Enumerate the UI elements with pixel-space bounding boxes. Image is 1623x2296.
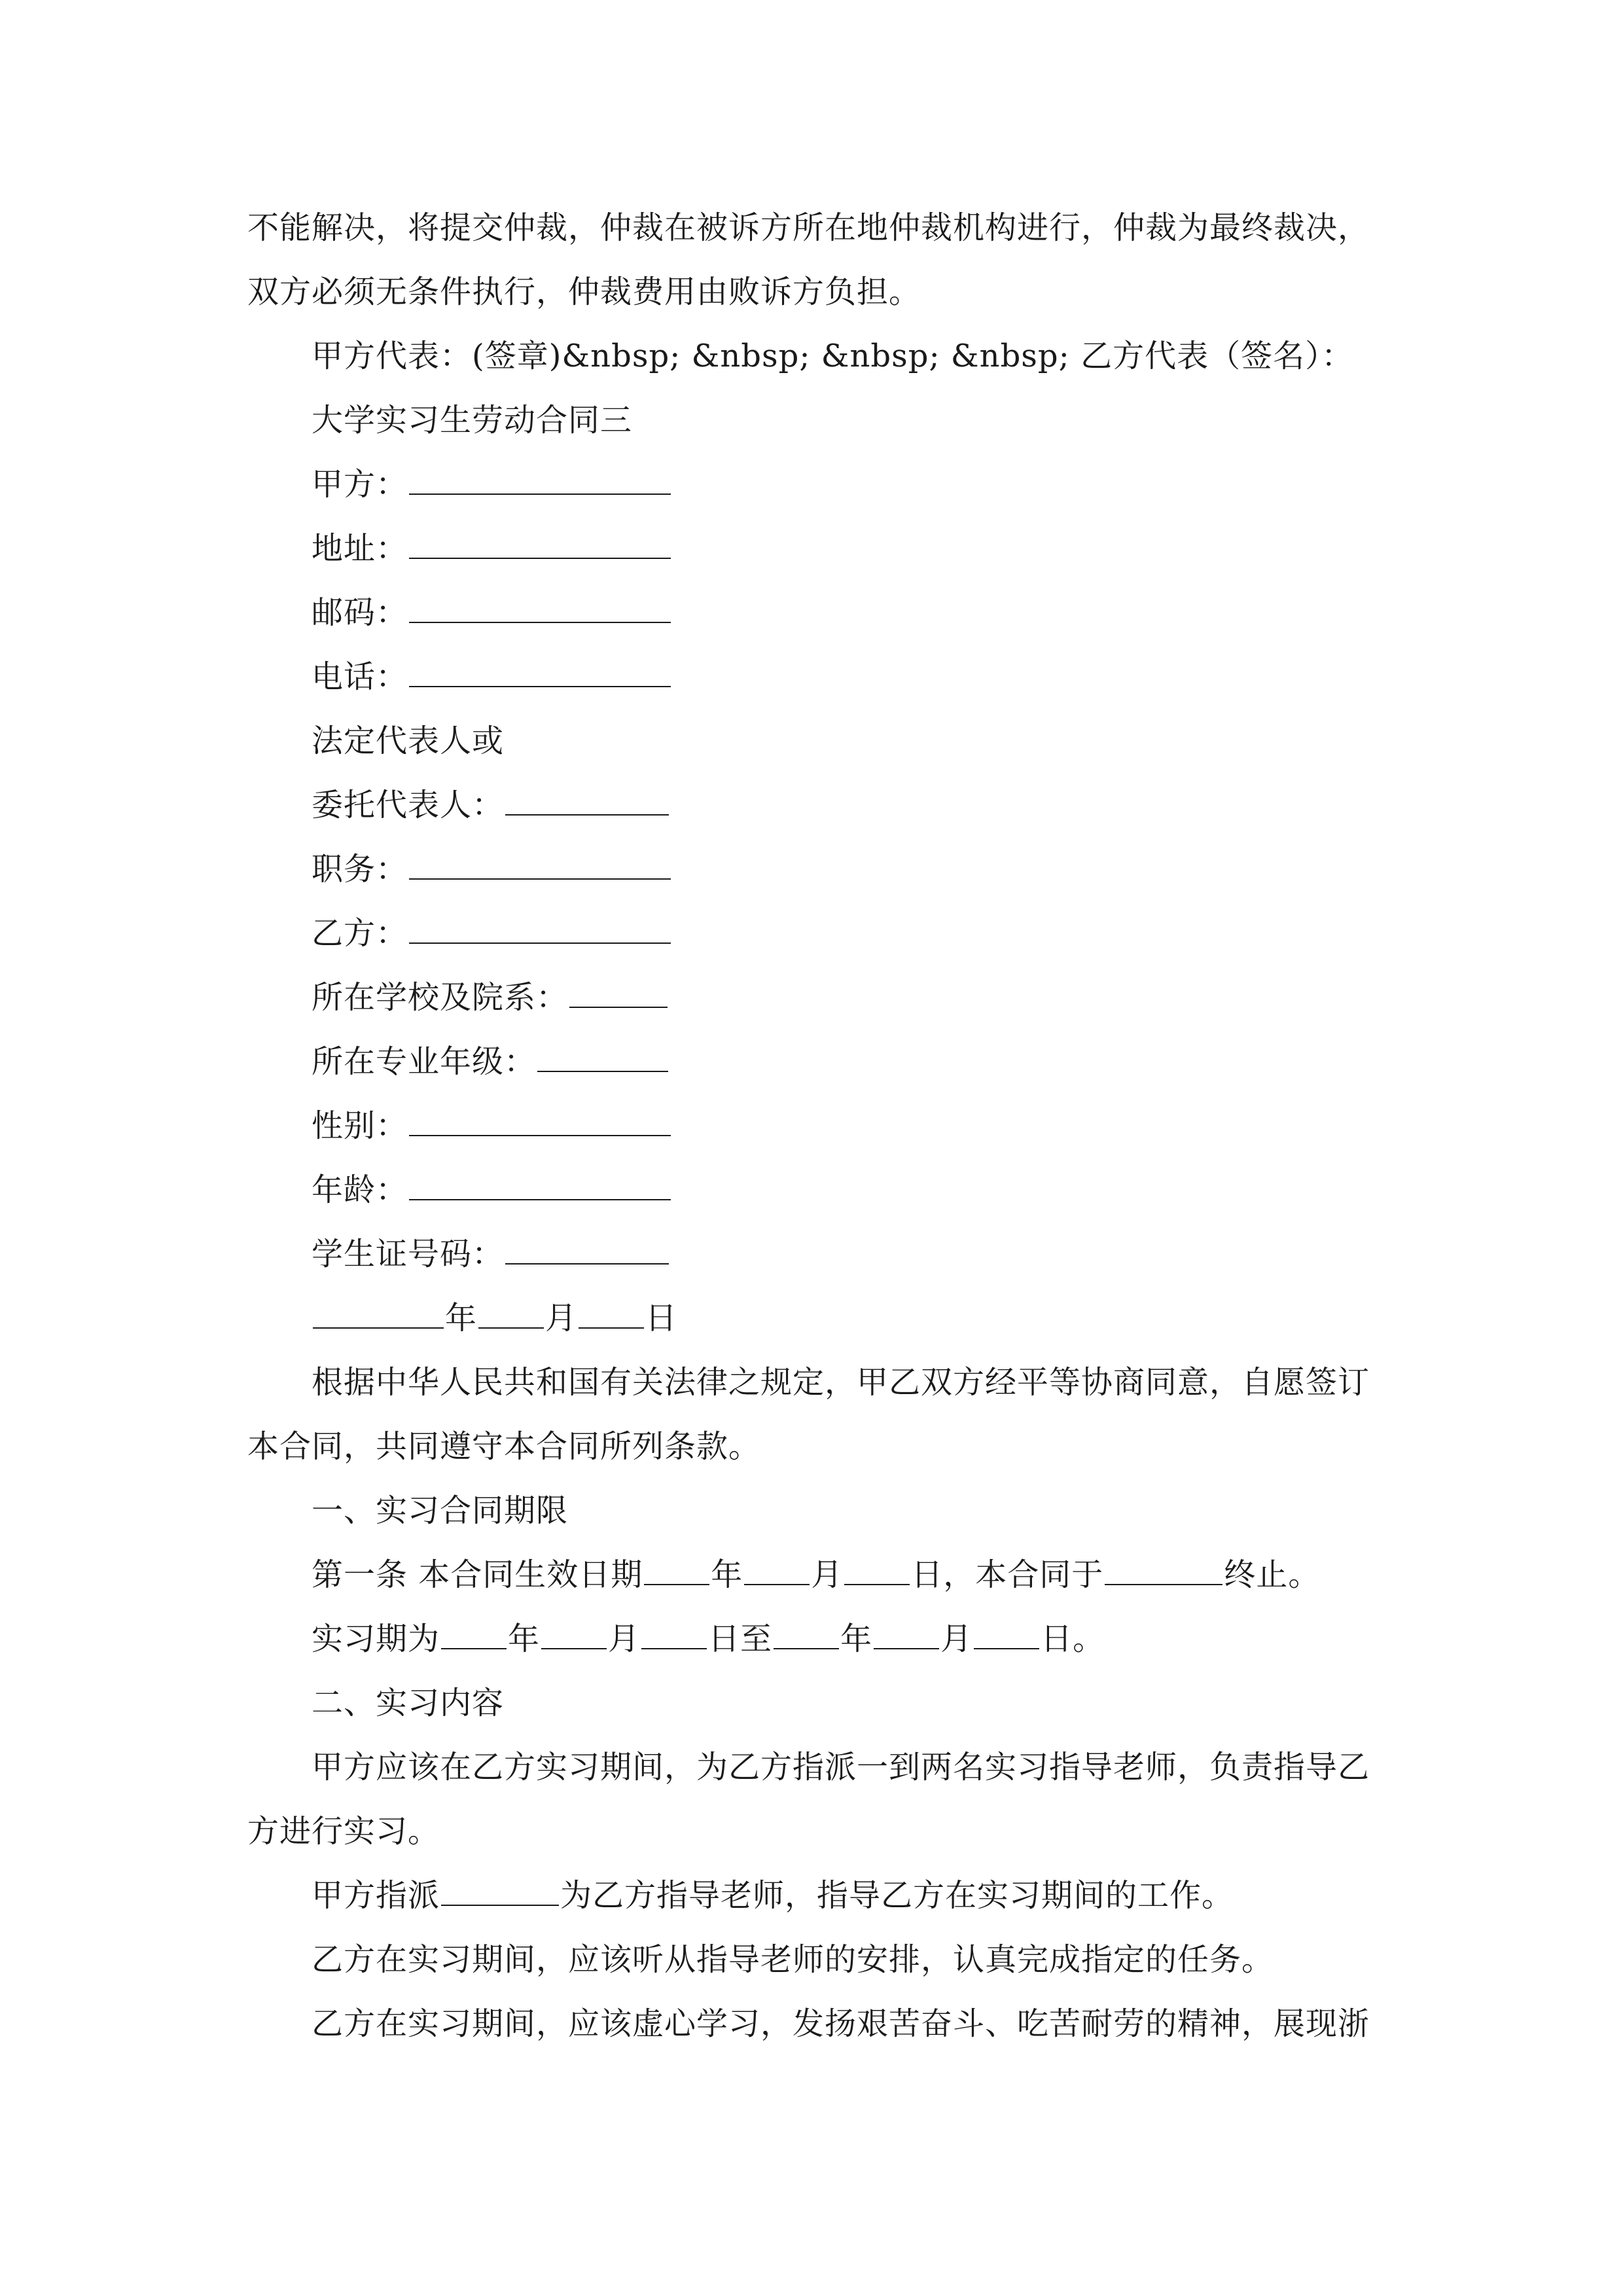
field-student-id-label: 学生证号码： [312,1236,505,1272]
period-year2-label: 年 [840,1621,873,1657]
date-year-blank [313,1299,444,1329]
student-id-blank [505,1234,669,1265]
date-day-blank [579,1299,644,1329]
study-line: 乙方在实习期间，应该虚心学习，发扬艰苦奋斗、吃苦耐劳的精神，展现浙 [312,2005,1370,2042]
period-month2-label: 月 [940,1621,973,1657]
date-month-label: 月 [545,1300,578,1336]
field-postcode-label: 邮码： [312,594,408,631]
postcode-blank [409,593,671,623]
field-address [312,529,672,568]
field-party-a-label: 甲方： [312,466,408,503]
date-line [312,1299,677,1338]
date-year-label: 年 [445,1300,478,1336]
field-age [312,1170,672,1210]
period-year1-label: 年 [508,1621,541,1657]
assign-text-a: 甲方指派 [312,1877,440,1914]
intro-line-1: 根据中华人民共和国有关法律之规定，甲乙双方经平等协商同意，自愿签订 [312,1364,1370,1401]
phone-blank [409,657,671,687]
period-month1-blank [541,1619,607,1649]
field-phone [312,657,672,696]
address-blank [409,529,671,559]
field-party-b-label: 乙方： [312,915,408,952]
assign-text-b: 为乙方指导老师，指导乙方在实习期间的工作。 [560,1877,1234,1914]
authorized-rep-blank [505,785,669,816]
period-day2-blank [974,1619,1039,1649]
field-age-label: 年龄： [312,1172,408,1208]
period-year1-blank [441,1619,507,1649]
content-line-1: 甲方应该在乙方实习期间，为乙方指派一到两名实习指导老师，负责指导乙 [312,1749,1370,1785]
field-major-grade-label: 所在专业年级： [312,1043,537,1080]
period-month1-label: 月 [608,1621,641,1657]
field-gender-label: 性别： [312,1107,408,1144]
paragraph-arbitration-line-1: 不能解决，将提交仲裁，仲裁在被诉方所在地仲裁机构进行，仲裁为最终裁决， [247,209,1370,246]
period-year2-blank [774,1619,839,1649]
obey-line: 乙方在实习期间，应该听从指导老师的安排，认真完成指定的任务。 [312,1941,1274,1978]
art1-year-label: 年 [711,1556,743,1593]
section-2-title: 二、实习内容 [312,1685,505,1721]
field-student-id [312,1234,670,1274]
art1-end-label: 终止。 [1224,1556,1321,1593]
signature-line: 甲方代表：(签章)&nbsp; &nbsp; &nbsp; &nbsp; 乙方代表（签名）： [312,338,1354,374]
party-a-blank [409,465,671,495]
article-1-line [312,1555,1320,1594]
intro-line-2: 本合同，共同遵守本合同所列条款。 [247,1428,761,1465]
field-authorized-rep-label: 委托代表人： [312,787,505,823]
art1-year-blank [644,1555,709,1585]
field-postcode [312,593,672,632]
school-dept-blank [569,978,668,1008]
section-1-title: 一、实习合同期限 [312,1492,569,1529]
period-label: 实习期为 [312,1621,440,1657]
date-month-blank [478,1299,544,1329]
period-day1-blank [641,1619,707,1649]
field-address-label: 地址： [312,530,408,567]
contract-title: 大学实习生劳动合同三 [312,402,633,439]
field-phone-label: 电话： [312,658,408,695]
content-line-2: 方进行实习。 [247,1813,440,1850]
field-school-dept-label: 所在学校及院系： [312,979,569,1016]
art1-day-label: 日，本合同于 [911,1556,1104,1593]
period-day2-label: 日。 [1041,1621,1105,1657]
field-legal-rep: 法定代表人或 [312,723,505,759]
field-position [312,850,672,889]
field-party-a [312,465,672,504]
field-major-grade [312,1042,669,1081]
article-1-text: 第一条 本合同生效日期 [312,1556,643,1593]
assign-teacher-blank [441,1876,559,1906]
art1-month-label: 月 [811,1556,844,1593]
field-party-b [312,914,672,953]
party-b-blank [409,914,671,944]
paragraph-arbitration-line-2: 双方必须无条件执行，仲裁费用由败诉方负担。 [247,274,921,310]
field-position-label: 职务： [312,851,408,888]
period-month2-blank [874,1619,939,1649]
position-blank [409,850,671,880]
field-school-dept [312,978,669,1017]
field-authorized-rep [312,785,670,825]
major-grade-blank [537,1042,668,1072]
date-day-label: 日 [645,1300,678,1336]
art1-end-blank [1105,1555,1222,1585]
gender-blank [409,1106,671,1136]
art1-day-blank [844,1555,910,1585]
art1-month-blank [744,1555,810,1585]
period-day1-label: 日至 [708,1621,773,1657]
field-gender [312,1106,672,1145]
internship-period-line [312,1619,1105,1659]
assign-line [312,1876,1234,1915]
age-blank [409,1170,671,1200]
